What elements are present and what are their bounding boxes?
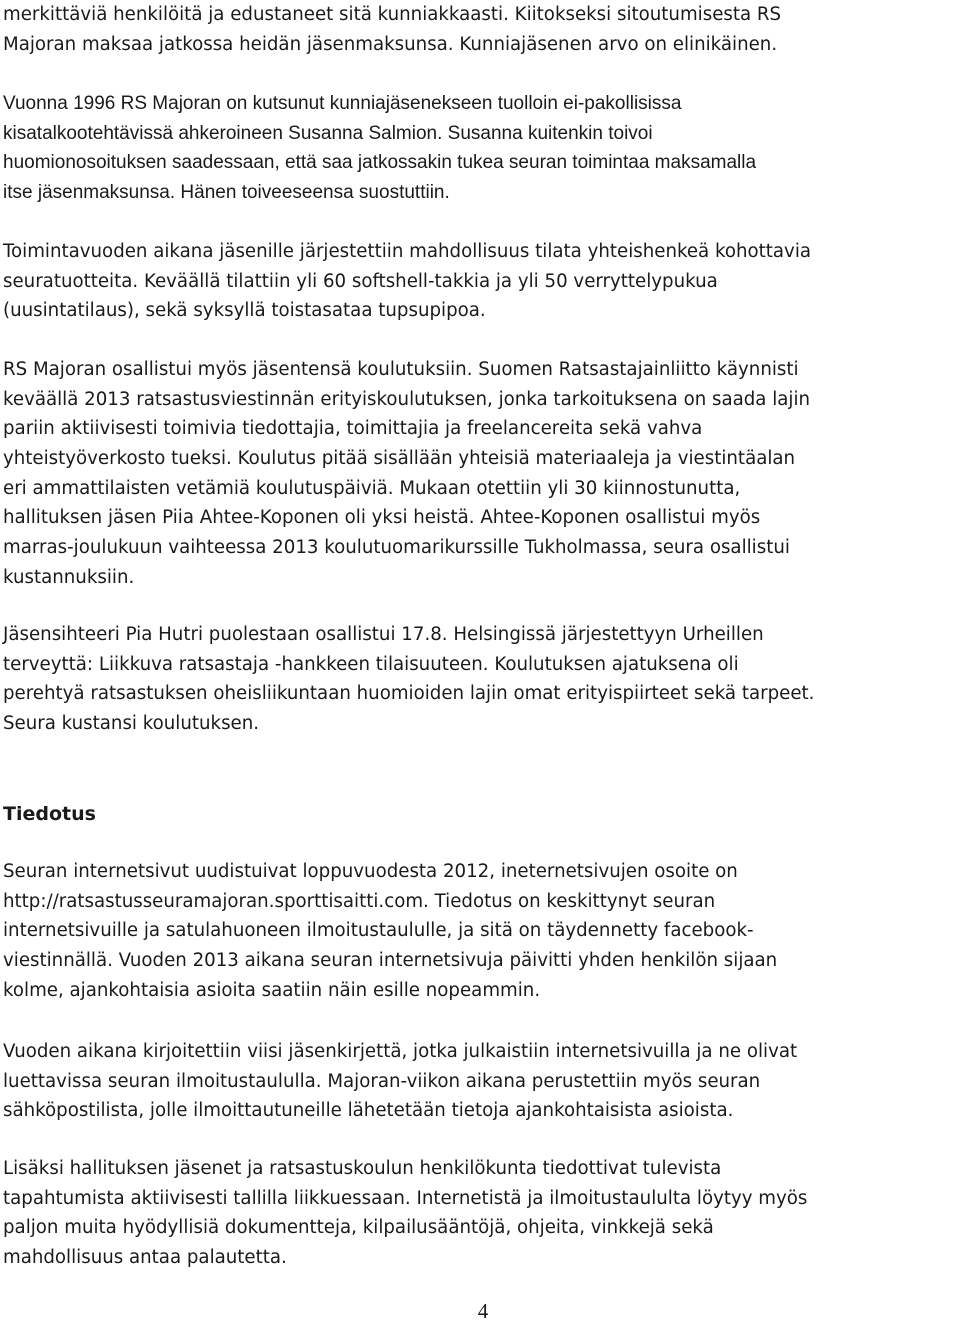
text-line: Jäsensihteeri Pia Hutri puolestaan osallistui 17.8. Helsingissä järjestettyyn Urheillen [3, 624, 764, 645]
paragraph [3, 355, 958, 593]
text-line: pariin aktiivisesti toimivia tiedottajia, toimittajia ja freelancereita sekä vahva [3, 418, 703, 440]
page-number: 4 [477, 1299, 489, 1323]
text-line: huomionosoituksen saadessaan, että saa jatkossakin tukea seuran toimintaa maksamalla [3, 152, 757, 174]
text-line: (uusintatilaus), sekä syksyllä toistasataa tupsupipoa. [3, 300, 486, 322]
text-line: Seuran internetsivut uudistuivat loppuvuodesta 2012, ineternetsivujen osoite on [3, 861, 738, 882]
text-line: marras-joulukuun vaihteessa 2013 koulutuomarikurssille Tukholmassa, seura osallistui [3, 537, 790, 559]
text-line: eri ammattilaisten vetämiä koulutuspäiviä. Mukaan otettiin yli 30 kiinnostunutta, [3, 477, 741, 499]
text-line: Majoran maksaa jatkossa heidän jäsenmaksunsa. Kunniajäsenen arvo on elinikäinen. [3, 33, 778, 55]
paragraph [3, 857, 958, 1005]
text-line: merkittäviä henkilöitä ja edustaneet sitä kunniakkaasti. Kiitokseksi sitoutumisesta RS [3, 4, 782, 25]
text-line: internetsivuille ja satulahuoneen ilmoitustaululle, ja sitä on täydennetty facebook- [3, 920, 754, 942]
paragraph [3, 0, 958, 59]
text-line: Lisäksi hallituksen jäsenet ja ratsastuskoulun henkilökunta tiedottivat tulevista [3, 1158, 722, 1179]
text-line: Seura kustansi koulutuksen. [3, 713, 260, 735]
text-line: keväällä 2013 ratsastusviestinnän erityiskoulutuksen, jonka tarkoituksena on saada lajin [3, 388, 811, 410]
text-line: kustannuksiin. [3, 566, 135, 588]
text-line: mahdollisuus antaa palautetta. [3, 1247, 287, 1269]
text-line: perehtyä ratsastuksen oheisliikuntaan huomioiden lajin omat erityispiirteet sekä tarpeet. [3, 683, 815, 705]
text-line: http://ratsastusseuramajoran.sporttisaitti.com. Tiedotus on keskittynyt seuran [3, 890, 716, 912]
section-heading: Tiedotus [3, 803, 96, 825]
paragraph [3, 1037, 958, 1126]
text-line: tapahtumista aktiivisesti tallilla liikkuessaan. Internetistä ja ilmoitustaululta löytyy myös [3, 1187, 808, 1209]
text-line: kolme, ajankohtaisia asioita saatiin näin esille nopeammin. [3, 979, 541, 1001]
text-line: itse jäsenmaksunsa. Hänen toiveeseensa suostuttiin. [3, 182, 450, 204]
text-line: luettavissa seuran ilmoitustaululla. Majoran-viikon aikana perustettiin myös seuran [3, 1070, 761, 1092]
text-line: kisatalkootehtävissä ahkeroineen Susanna Salmion. Susanna kuitenkin toivoi [3, 122, 653, 144]
paragraph [3, 620, 958, 739]
text-line: Toimintavuoden aikana jäsenille järjestettiin mahdollisuus tilata yhteishenkeä kohottavia [3, 241, 812, 262]
text-line: paljon muita hyödyllisiä dokumentteja, kilpailusääntöjä, ohjeita, vinkkejä sekä [3, 1217, 714, 1239]
text-line: RS Majoran osallistui myös jäsentensä koulutuksiin. Suomen Ratsastajainliitto käynnisti [3, 359, 799, 380]
text-line: terveyttä: Liikkuva ratsastaja -hankkeen tilaisuuteen. Koulutuksen ajatuksena oli [3, 653, 739, 675]
paragraph [3, 237, 958, 326]
text-line: Vuonna 1996 RS Majoran on kutsunut kunniajäsenekseen tuolloin ei-pakollisissa [3, 93, 682, 114]
text-line: Vuoden aikana kirjoitettiin viisi jäsenkirjettä, jotka julkaistiin internetsivuilla ja ne olivat [3, 1041, 798, 1062]
text-line: yhteistyöverkosto tueksi. Koulutus pitää sisällään yhteisiä materiaaleja ja viestintäalan [3, 448, 796, 470]
text-line: viestinnällä. Vuoden 2013 aikana seuran internetsivuja päivitti yhden henkilön sijaan [3, 950, 778, 972]
text-line: seuratuotteita. Keväällä tilattiin yli 60 softshell-takkia ja yli 50 verryttelypukua [3, 270, 718, 292]
text-line: hallituksen jäsen Piia Ahtee-Koponen oli yksi heistä. Ahtee-Koponen osallistui myös [3, 507, 761, 529]
paragraph [3, 1154, 958, 1273]
paragraph [3, 89, 958, 208]
text-line: sähköpostilista, jolle ilmoittautuneille lähetetään tietoja ajankohtaisista asioista. [3, 1100, 734, 1122]
